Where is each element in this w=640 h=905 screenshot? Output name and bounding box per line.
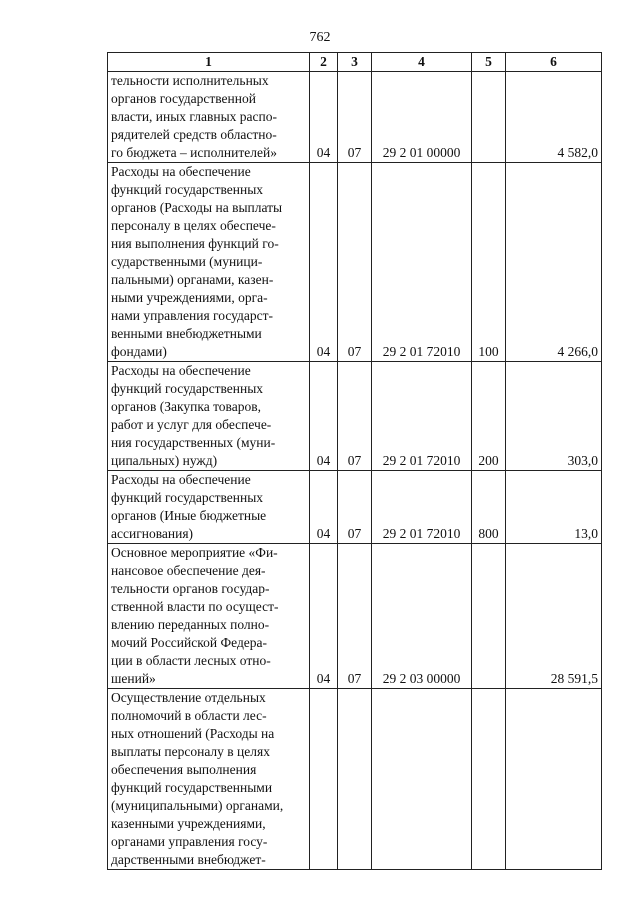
desc-line: полномочий в области лес- [111, 708, 267, 723]
table-row [108, 362, 602, 471]
desc-line: персоналу в целях обеспече- [111, 218, 276, 233]
table-row [108, 163, 602, 362]
amount: 13,0 [506, 471, 602, 544]
section-code: 04 [310, 72, 338, 163]
row-description [108, 163, 310, 362]
desc-line: рядителей средств областно- [111, 127, 277, 142]
table-row [108, 544, 602, 689]
amount: 303,0 [506, 362, 602, 471]
desc-line: сударственными (муници- [111, 254, 263, 269]
desc-line: тельности исполнительных [111, 73, 269, 88]
col-header-4: 4 [372, 53, 472, 72]
desc-line: ципальных) нужд) [111, 453, 218, 468]
section-code: 04 [310, 471, 338, 544]
desc-line: дарственными внебюджет- [111, 852, 266, 867]
desc-line: Осуществление отдельных [111, 690, 266, 705]
desc-line: функций государственных [111, 381, 264, 396]
target-article-code [372, 689, 472, 870]
amount: 4 582,0 [506, 72, 602, 163]
subsection-code: 07 [338, 544, 372, 689]
desc-line: ными учреждениями, орга- [111, 290, 268, 305]
row-description [108, 72, 310, 163]
table-row [108, 72, 602, 163]
expense-type-code: 800 [472, 471, 506, 544]
desc-line: нансовое обеспечение дея- [111, 563, 266, 578]
section-code: 04 [310, 163, 338, 362]
desc-line: Расходы на обеспечение [111, 363, 251, 378]
expense-type-code [472, 72, 506, 163]
desc-line: казенными учреждениями, [111, 816, 266, 831]
desc-line: шений» [111, 671, 156, 686]
subsection-code [338, 689, 372, 870]
subsection-code: 07 [338, 362, 372, 471]
table-row [108, 471, 602, 544]
target-article-code: 29 2 03 00000 [372, 544, 472, 689]
desc-line: обеспечения выполнения [111, 762, 257, 777]
row-description [108, 544, 310, 689]
desc-line: тельности органов государ- [111, 581, 270, 596]
header-row [108, 53, 602, 72]
desc-line: (муниципальными) органами, [111, 798, 284, 813]
desc-line: фондами) [111, 344, 167, 359]
desc-line: Основное мероприятие «Фи- [111, 545, 278, 560]
desc-line: нами управления государст- [111, 308, 274, 323]
target-article-code: 29 2 01 72010 [372, 362, 472, 471]
desc-line: функций государственных [111, 490, 264, 505]
desc-line: венными внебюджетными [111, 326, 262, 341]
desc-line: работ и услуг для обеспече- [111, 417, 272, 432]
section-code [310, 689, 338, 870]
desc-line: функций государственными [111, 780, 273, 795]
subsection-code: 07 [338, 471, 372, 544]
desc-line: выплаты персоналу в целях [111, 744, 270, 759]
desc-line: Расходы на обеспечение [111, 472, 251, 487]
target-article-code: 29 2 01 72010 [372, 471, 472, 544]
col-header-1: 1 [108, 53, 310, 72]
page-number: 762 [309, 30, 331, 45]
desc-line: ассигнования) [111, 526, 194, 541]
desc-line: органами управления госу- [111, 834, 268, 849]
row-description [108, 471, 310, 544]
amount [506, 689, 602, 870]
row-description [108, 362, 310, 471]
desc-line: пальными) органами, казен- [111, 272, 274, 287]
budget-table [107, 52, 602, 870]
desc-line: го бюджета – исполнителей» [111, 145, 277, 160]
desc-line: ции в области лесных отно- [111, 653, 271, 668]
expense-type-code [472, 544, 506, 689]
desc-line: органов государственной [111, 91, 256, 106]
amount: 4 266,0 [506, 163, 602, 362]
desc-line: ственной власти по осущест- [111, 599, 279, 614]
amount: 28 591,5 [506, 544, 602, 689]
desc-line: органов (Закупка товаров, [111, 399, 261, 414]
subsection-code: 07 [338, 72, 372, 163]
desc-line: ния государственных (муни- [111, 435, 276, 450]
col-header-6: 6 [506, 53, 602, 72]
expense-type-code: 100 [472, 163, 506, 362]
target-article-code: 29 2 01 72010 [372, 163, 472, 362]
table-row [108, 689, 602, 870]
section-code: 04 [310, 362, 338, 471]
row-description [108, 689, 310, 870]
col-header-2: 2 [310, 53, 338, 72]
desc-line: власти, иных главных распо- [111, 109, 278, 124]
desc-line: ных отношений (Расходы на [111, 726, 275, 741]
desc-line: органов (Расходы на выплаты [111, 200, 283, 215]
subsection-code: 07 [338, 163, 372, 362]
desc-line: мочий Российской Федера- [111, 635, 268, 650]
desc-line: функций государственных [111, 182, 264, 197]
desc-line: Расходы на обеспечение [111, 164, 251, 179]
col-header-3: 3 [338, 53, 372, 72]
target-article-code: 29 2 01 00000 [372, 72, 472, 163]
desc-line: влению переданных полно- [111, 617, 270, 632]
section-code: 04 [310, 544, 338, 689]
expense-type-code: 200 [472, 362, 506, 471]
desc-line: органов (Иные бюджетные [111, 508, 267, 523]
expense-type-code [472, 689, 506, 870]
col-header-5: 5 [472, 53, 506, 72]
desc-line: ния выполнения функций го- [111, 236, 279, 251]
